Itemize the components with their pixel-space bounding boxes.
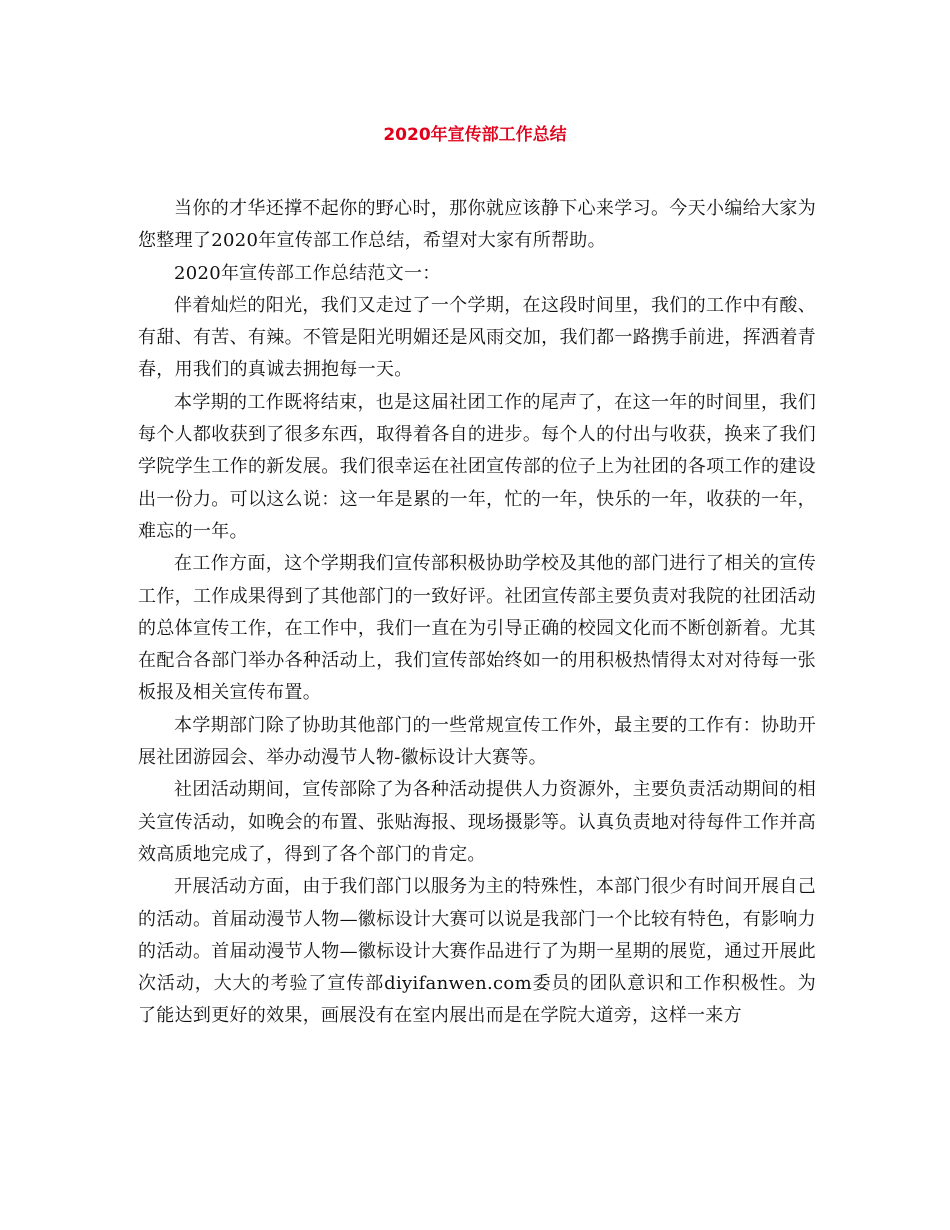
paragraph-own-activities: 开展活动方面，由于我们部门以服务为主的特殊性，本部门很少有时间开展自己的活动。首届动漫节人物—徽标设计大赛可以说是我部门一个比较有特色，有影响力的活动。首届动漫节人物—徽标设计大赛作品进行了为期一星期的展览，通过开展此次活动，大大的考验了宣传部diyifanwen.com委员的团队意识和工作积极性。为了能达到更好的效果，画展没有在室内展出而是在学院大道旁，这样一来方	[138, 876, 816, 1027]
paragraph-subtitle: 2020年宣传部工作总结范文一：	[174, 262, 441, 284]
paragraph-work-aspects: 在工作方面，这个学期我们宣传部积极协助学校及其他的部门进行了相关的宣传工作，工作成果得到了其他部门的一致好评。社团宣传部主要负责对我院的社团活动的总体宣传工作，在工作中，我们一直在为引导正确的校园文化而不断创新着。尤其在配合各部门举办各种活动上，我们宣传部始终如一的用积极热情得太对对待每一张板报及相关宣传布置。	[138, 553, 816, 704]
paragraph-opening: 伴着灿烂的阳光，我们又走过了一个学期，在这段时间里，我们的工作中有酸、有甜、有苦、有辣。不管是阳光明媚还是风雨交加，我们都一路携手前进，挥洒着青春，用我们的真诚去拥抱每一天。	[138, 294, 816, 381]
paragraph-club-activities: 社团活动期间，宣传部除了为各种活动提供人力资源外，主要负责活动期间的相关宣传活动，如晚会的布置、张贴海报、现场摄影等。认真负责地对待每件工作并高效高质地完成了，得到了各个部门的肯定。	[138, 779, 816, 865]
paragraph-main-tasks: 本学期部门除了协助其他部门的一些常规宣传工作外，最主要的工作有：协助开展社团游园会、举办动漫节人物-徽标设计大赛等。	[138, 714, 816, 769]
paragraph-semester-summary: 本学期的工作既将结束，也是这届社团工作的尾声了，在这一年的时间里，我们每个人都收获到了很多东西，取得着各自的进步。每个人的付出与收获，换来了我们学院学生工作的新发展。我们很幸运在社团宣传部的位子上为社团的各项工作的建设出一份力。可以这么说：这一年是累的一年，忙的一年，快乐的一年，收获的一年，难忘的一年。	[138, 391, 816, 542]
paragraph-intro: 当你的才华还撑不起你的野心时，那你就应该静下心来学习。今天小编给大家为您整理了2020年宣传部工作总结，希望对大家有所帮助。	[138, 198, 816, 252]
document-title: 2020年宣传部工作总结	[383, 125, 567, 145]
document-body	[138, 193, 816, 1033]
